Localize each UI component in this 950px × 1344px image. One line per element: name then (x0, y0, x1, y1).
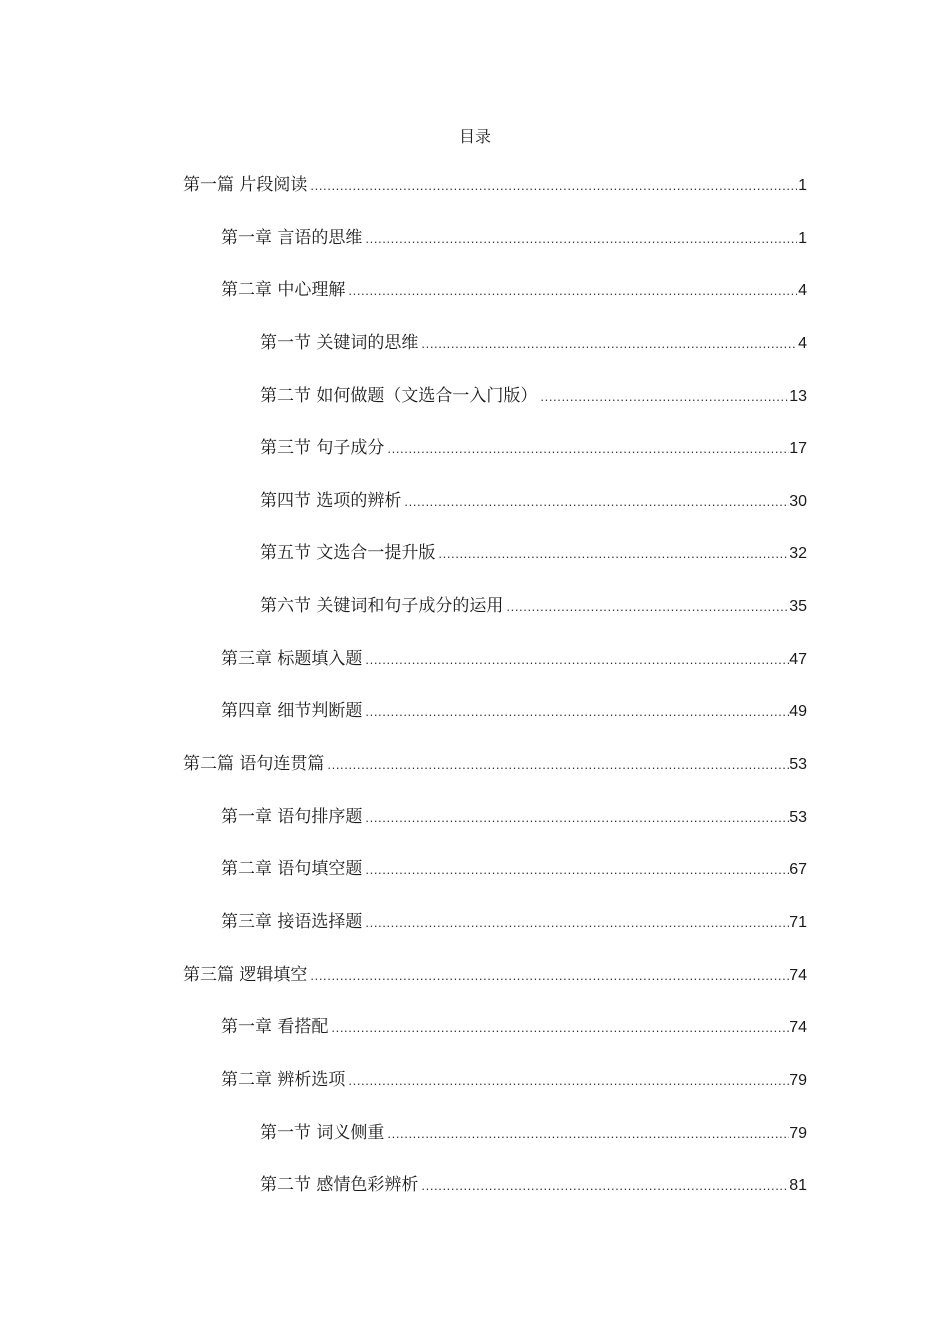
toc-entry-label: 第二章 中心理解 (221, 280, 346, 301)
toc-entry-page: 79 (789, 1071, 807, 1089)
toc-entry-page: 32 (789, 545, 807, 563)
toc-dot-leader (419, 332, 797, 356)
toc-dot-leader (363, 858, 789, 882)
toc-entry[interactable] (221, 803, 807, 856)
toc-entry[interactable] (221, 1066, 807, 1119)
toc-entry-label: 第二篇 语句连贯篇 (183, 754, 325, 775)
toc-dot-leader (504, 595, 789, 619)
toc-dot-leader (346, 279, 797, 303)
toc-dot-leader (325, 753, 789, 777)
toc-entry[interactable] (260, 434, 807, 487)
toc-entry-page: 35 (789, 598, 807, 616)
toc-title: 目录 (458, 127, 491, 146)
toc-entry-page: 47 (789, 650, 807, 668)
toc-dot-leader (402, 490, 789, 514)
toc-dot-leader (385, 1122, 789, 1146)
toc-entry-label: 第二章 辨析选项 (221, 1069, 346, 1090)
toc-entry-page: 1 (798, 177, 807, 194)
toc-entry-page: 74 (789, 966, 807, 984)
toc-entry[interactable] (260, 487, 807, 540)
toc-entry-page: 17 (789, 440, 807, 458)
toc-entry-label: 第二节 如何做题（文选合一入门版） (260, 385, 538, 406)
toc-entry-label: 第二章 语句填空题 (221, 859, 363, 880)
toc-entry-label: 第三篇 逻辑填空 (183, 964, 308, 985)
toc-entry-label: 第二节 感情色彩辨析 (260, 1175, 419, 1196)
toc-dot-leader (385, 437, 789, 461)
toc-entry-page: 30 (789, 492, 807, 510)
toc-entry[interactable] (260, 1171, 807, 1224)
toc-entry-label: 第六节 关键词和句子成分的运用 (260, 596, 504, 617)
toc-entry[interactable] (260, 329, 807, 382)
toc-entry-label: 第一节 关键词的思维 (260, 332, 419, 353)
toc-entry-label: 第一章 语句排序题 (221, 806, 363, 827)
toc-entry-page: 81 (789, 1177, 807, 1195)
toc-dot-leader (308, 174, 797, 198)
toc-dot-leader (363, 227, 797, 251)
toc-entry-page: 4 (798, 282, 807, 300)
toc-entry-label: 第四章 细节判断题 (221, 701, 363, 722)
toc-entry[interactable] (221, 224, 807, 277)
toc-entry-page: 13 (789, 387, 807, 405)
toc-dot-leader (419, 1174, 789, 1198)
toc-entry-label: 第一章 看搭配 (221, 1017, 329, 1038)
toc-entry-page: 53 (789, 756, 807, 774)
toc-entry[interactable] (183, 750, 807, 803)
toc-dot-leader (329, 1016, 789, 1040)
toc-dot-leader (308, 964, 789, 988)
toc-entry[interactable] (221, 276, 807, 329)
toc-list (0, 171, 950, 1224)
toc-entry-label: 第四节 选项的辨析 (260, 490, 402, 511)
toc-entry-label: 第一节 词义侧重 (260, 1122, 385, 1143)
toc-entry[interactable] (183, 961, 807, 1014)
toc-dot-leader (363, 806, 789, 830)
toc-entry[interactable] (221, 1013, 807, 1066)
toc-entry-page: 79 (789, 1124, 807, 1142)
toc-dot-leader (436, 542, 789, 566)
toc-entry[interactable] (221, 645, 807, 698)
toc-entry[interactable] (221, 855, 807, 908)
toc-dot-leader (538, 385, 789, 409)
toc-entry-page: 71 (789, 913, 807, 931)
toc-entry-label: 第一篇 片段阅读 (183, 175, 308, 195)
toc-entry[interactable] (221, 908, 807, 961)
toc-dot-leader (346, 1069, 789, 1093)
toc-entry-page: 1 (798, 229, 807, 247)
toc-entry-page: 74 (789, 1019, 807, 1037)
toc-entry-label: 第五节 文选合一提升版 (260, 543, 436, 564)
toc-entry[interactable] (260, 382, 807, 435)
toc-entry-label: 第三节 句子成分 (260, 438, 385, 459)
toc-entry-label: 第三章 标题填入题 (221, 648, 363, 669)
toc-entry-label: 第三章 接语选择题 (221, 911, 363, 932)
toc-entry-page: 4 (798, 334, 807, 352)
toc-entry[interactable] (183, 171, 807, 224)
toc-entry[interactable] (260, 539, 807, 592)
toc-dot-leader (363, 648, 789, 672)
toc-entry[interactable] (221, 697, 807, 750)
toc-entry-label: 第一章 言语的思维 (221, 227, 363, 248)
toc-entry-page: 49 (789, 703, 807, 721)
toc-entry-page: 67 (789, 861, 807, 879)
toc-entry-page: 53 (789, 808, 807, 826)
toc-dot-leader (363, 700, 789, 724)
toc-entry[interactable] (260, 592, 807, 645)
toc-dot-leader (363, 911, 789, 935)
toc-entry[interactable] (260, 1119, 807, 1172)
